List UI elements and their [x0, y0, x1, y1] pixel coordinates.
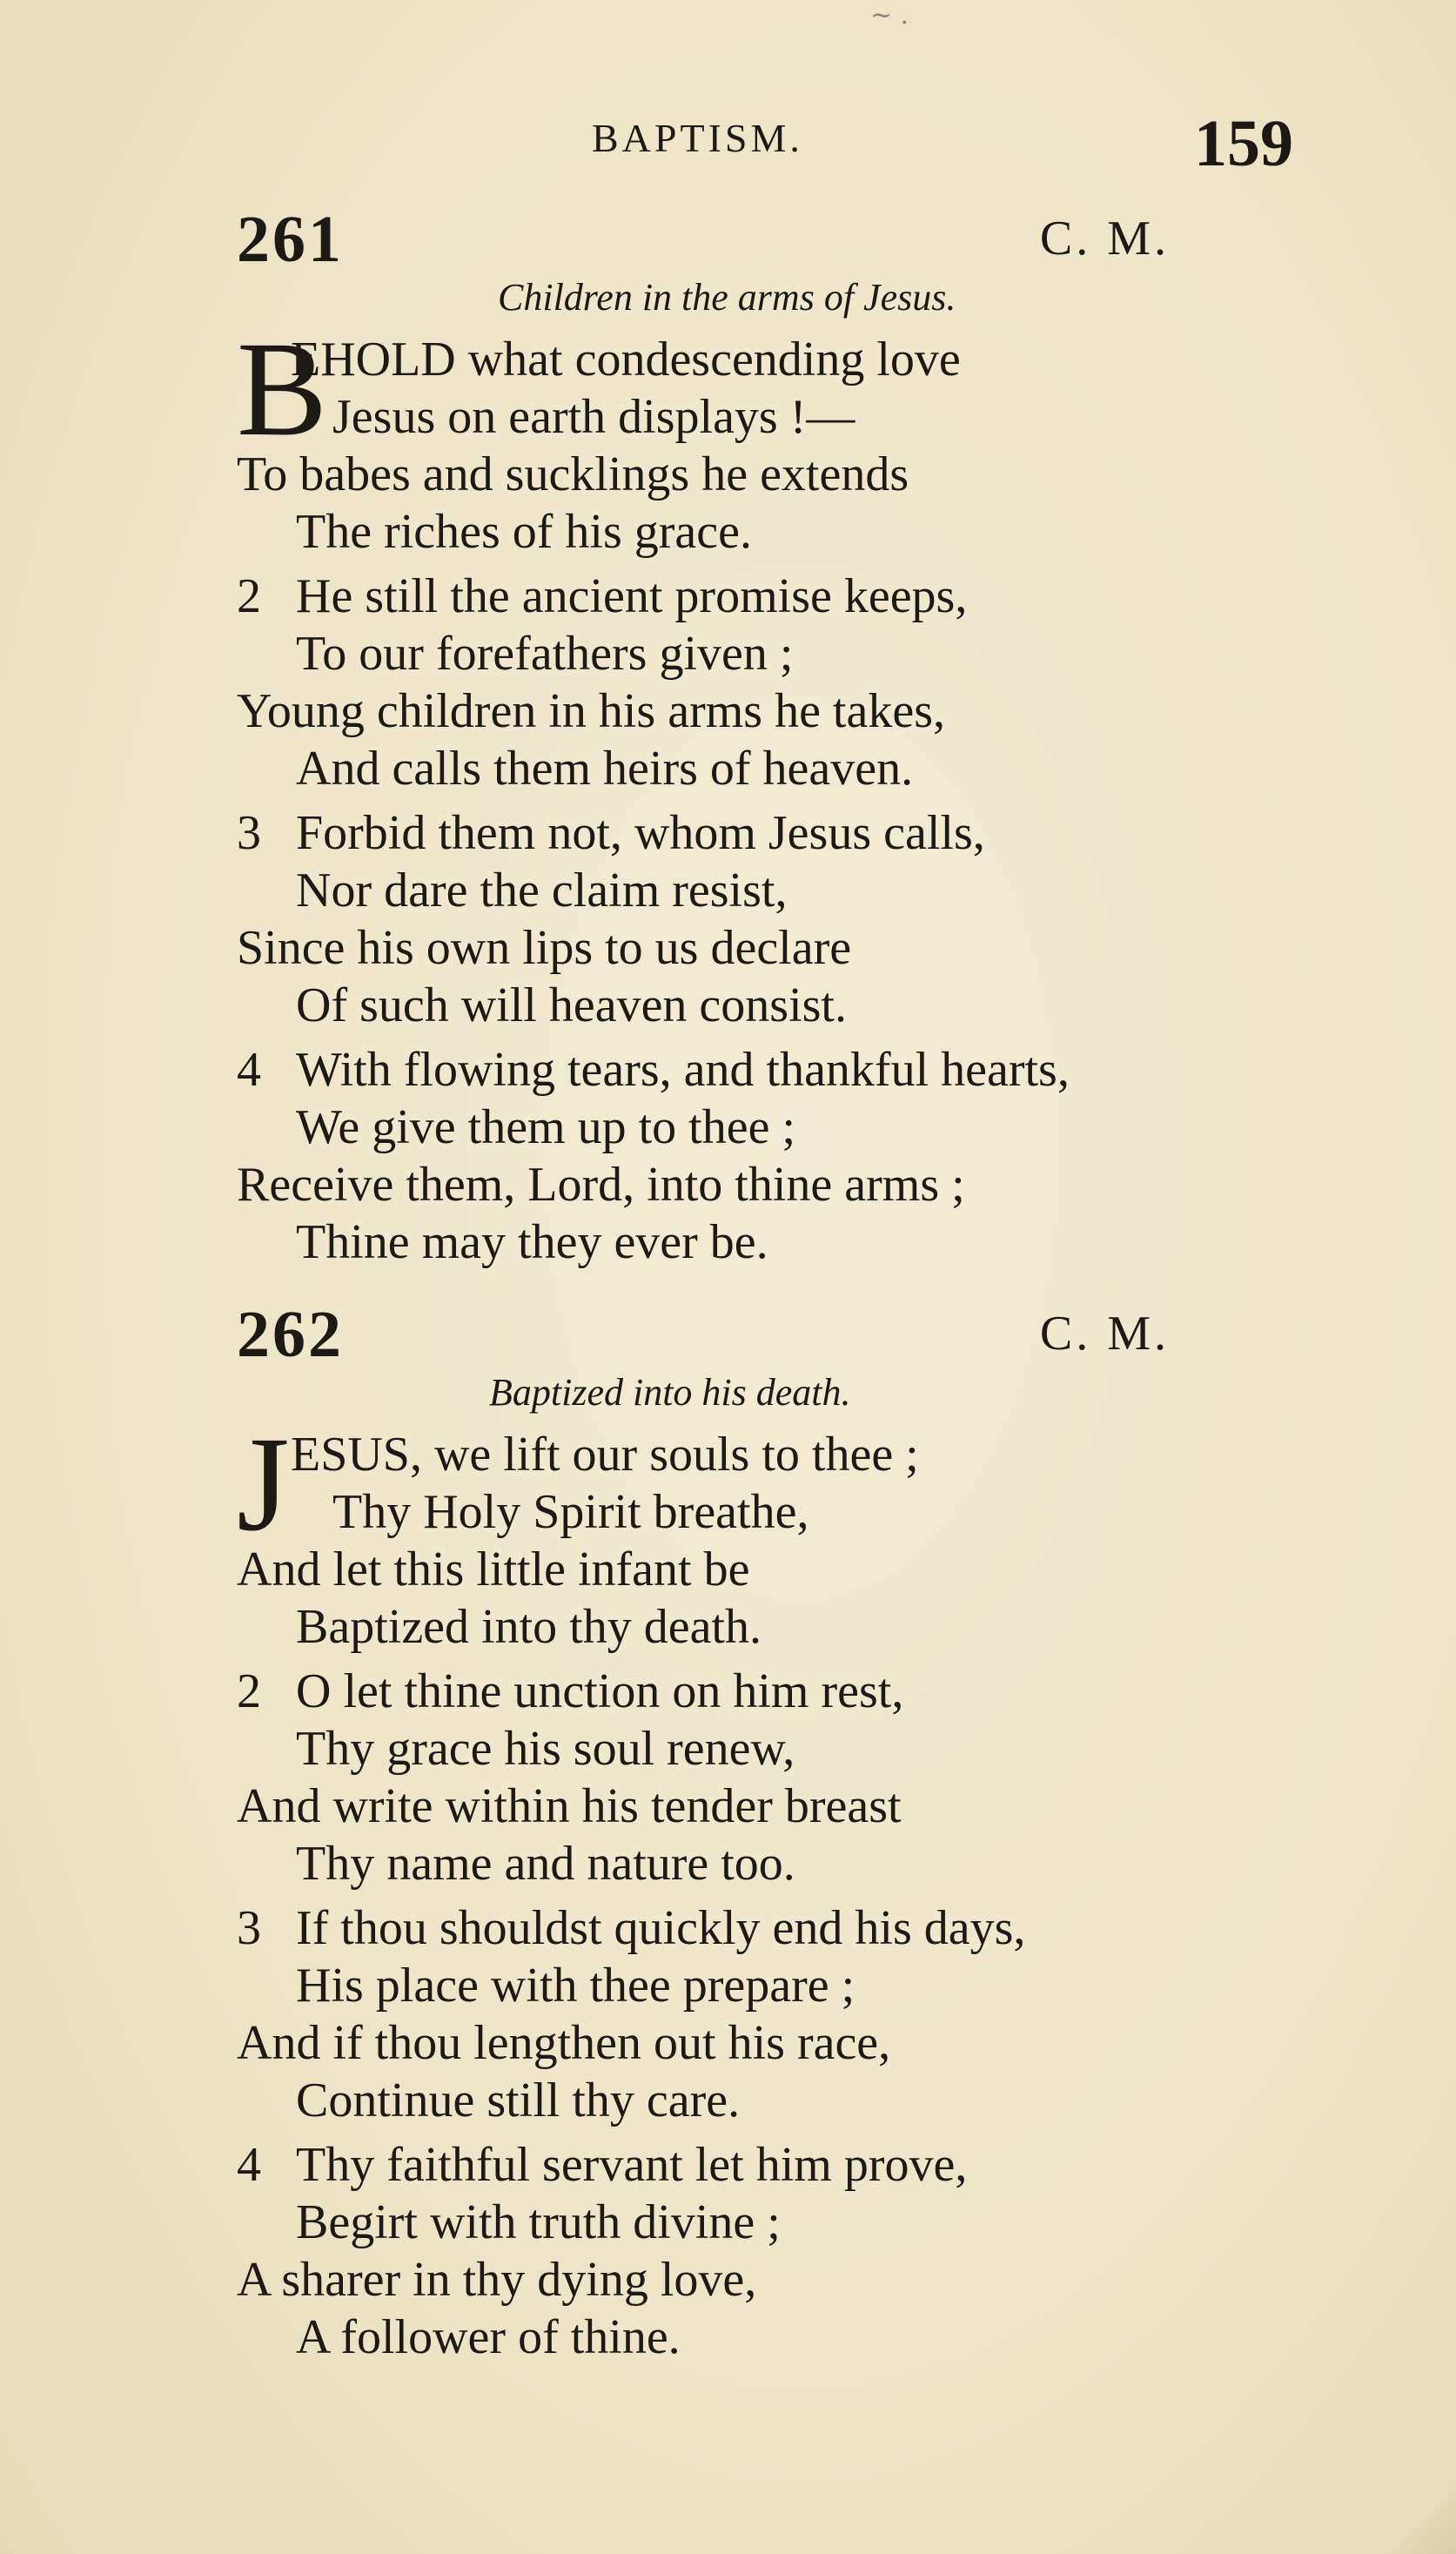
- verse-line: ESUS, we lift our souls to thee ;: [291, 1428, 919, 1482]
- verse-line: Jesus on earth displays !—: [332, 390, 855, 444]
- stanza-number: 3: [237, 1901, 261, 1955]
- verse-line: And calls them heirs of heaven.: [296, 742, 914, 796]
- verse-line: Thine may they ever be.: [296, 1215, 768, 1269]
- verse-line: [237, 1899, 1229, 1957]
- verse-line: And write within his tender breast: [237, 1779, 902, 1833]
- page-corner-shadow: [1352, 2450, 1456, 2554]
- verse-line: The riches of his grace.: [296, 505, 752, 559]
- verse-line: His place with thee prepare ;: [296, 1959, 855, 2013]
- verse-line: Nor dare the claim resist,: [296, 864, 788, 917]
- stanza-3: [237, 804, 1229, 1034]
- verse-text: Forbid them not, whom Jesus calls,: [296, 806, 985, 860]
- hymn-header: [237, 1297, 1229, 1370]
- drop-cap: J: [237, 1408, 290, 1559]
- stanza-2: [237, 1663, 1229, 1892]
- verse-line: Of such will heaven consist.: [296, 978, 847, 1032]
- verse-line: A follower of thine.: [296, 2310, 681, 2364]
- verse-line: And let this little infant be: [237, 1542, 750, 1596]
- verse-line: Thy name and nature too.: [296, 1837, 795, 1891]
- verse-line: [237, 2136, 1229, 2194]
- verse-line: [237, 1663, 1229, 1720]
- verse-line: To our forefathers given ;: [296, 627, 794, 681]
- verse-text: With flowing tears, and thankful hearts,: [296, 1043, 1070, 1097]
- hymn-meter: C. M.: [1039, 212, 1170, 265]
- stanza-number: 2: [237, 1664, 261, 1718]
- stanza-1: [237, 313, 1229, 561]
- stanza-4: [237, 2136, 1229, 2366]
- verse-text: O let thine unction on him rest,: [296, 1664, 904, 1718]
- stanza-number: 4: [237, 2138, 261, 2192]
- hymn-meter: C. M.: [1039, 1307, 1170, 1361]
- page-number: 159: [1194, 107, 1293, 180]
- verse-line: Thy grace his soul renew,: [296, 1722, 795, 1776]
- verse-line: Young children in his arms he takes,: [237, 684, 945, 738]
- verse-line: A sharer in thy dying love,: [237, 2253, 757, 2307]
- verse-line: [237, 804, 1229, 862]
- drop-cap: B: [237, 313, 328, 464]
- stanza-number: 3: [237, 806, 261, 860]
- verse-line: And if thou lengthen out his race,: [237, 2016, 891, 2070]
- hymn-number: 262: [237, 1298, 344, 1371]
- stanza-number: 2: [237, 569, 261, 623]
- verse-line: EHOLD what condescending love: [291, 333, 961, 386]
- verse-line: Receive them, Lord, into thine arms ;: [237, 1158, 965, 1212]
- stanza-1: [237, 1408, 1229, 1656]
- printer-mark: ~ .: [870, 0, 909, 30]
- hymn-title: Children in the arms of Jesus.: [498, 276, 956, 319]
- stanza-3: [237, 1899, 1229, 2129]
- verse-line: [237, 1041, 1229, 1099]
- hymn-262: [237, 1297, 1229, 2373]
- stanza-number: 4: [237, 1043, 261, 1097]
- running-head: BAPTISM.: [592, 116, 803, 160]
- hymn-number: 261: [237, 203, 344, 276]
- verse-text: Thy faithful servant let him prove,: [296, 2138, 968, 2192]
- verse-text: If thou shouldst quickly end his days,: [296, 1901, 1026, 1955]
- verse-line: Baptized into thy death.: [296, 1600, 762, 1654]
- stanza-2: [237, 568, 1229, 797]
- hymn-title: Baptized into his death.: [489, 1371, 851, 1414]
- verse-line: Since his own lips to us declare: [237, 921, 852, 975]
- verse-line: Thy Holy Spirit breathe,: [332, 1485, 809, 1539]
- verse-line: Continue still thy care.: [296, 2073, 741, 2127]
- verse-text: He still the ancient promise keeps,: [296, 569, 968, 623]
- verse-line: To babes and sucklings he extends: [237, 447, 909, 501]
- stanza-4: [237, 1041, 1229, 1271]
- verse-line: [237, 568, 1229, 625]
- verse-line: Begirt with truth divine ;: [296, 2195, 781, 2249]
- hymn-header: [237, 202, 1229, 275]
- verse-line: We give them up to thee ;: [296, 1100, 795, 1154]
- hymn-261: [237, 202, 1229, 1278]
